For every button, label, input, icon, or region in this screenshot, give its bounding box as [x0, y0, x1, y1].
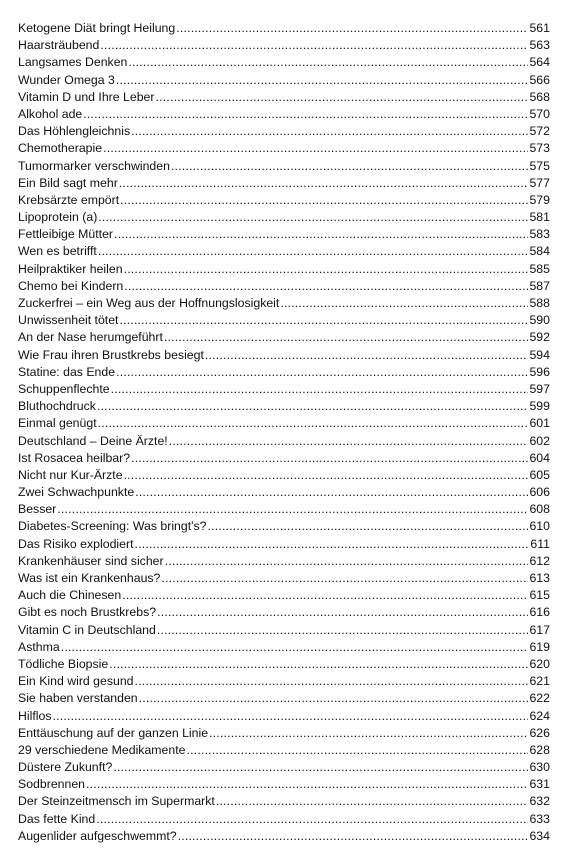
- toc-entry-title: Einmal genügt: [18, 416, 97, 431]
- toc-entry[interactable]: [18, 158, 550, 175]
- toc-entry-page-number: 604: [529, 450, 550, 465]
- toc-entry-page-number: 601: [529, 416, 550, 431]
- toc-entry-page-number: 612: [529, 553, 550, 568]
- toc-entry-page-number: 599: [529, 399, 550, 414]
- toc-entry[interactable]: [18, 226, 550, 243]
- toc-entry-page-number: 563: [529, 38, 550, 53]
- toc-entry-page-number: 617: [529, 622, 550, 637]
- dot-leader: [116, 364, 528, 381]
- dot-leader: [61, 639, 529, 656]
- toc-entry[interactable]: [18, 347, 550, 364]
- toc-entry-page-number: 619: [529, 639, 550, 654]
- toc-entry[interactable]: [18, 415, 550, 432]
- dot-leader: [98, 415, 529, 432]
- toc-entry-page-number: 606: [529, 485, 550, 500]
- toc-entry-title: Wunder Omega 3: [18, 72, 115, 87]
- toc-entry-page-number: 608: [529, 502, 550, 517]
- toc-entry[interactable]: [18, 656, 550, 673]
- toc-entry[interactable]: [18, 570, 550, 587]
- dot-leader: [124, 278, 528, 295]
- toc-entry-title: Unwissenheit tötet: [18, 313, 119, 328]
- toc-entry-title: Heilpraktiker heilen: [18, 261, 123, 276]
- toc-entry[interactable]: [18, 192, 550, 209]
- toc-entry-page-number: 597: [529, 381, 550, 396]
- dot-leader: [157, 604, 528, 621]
- dot-leader: [135, 673, 529, 690]
- toc-entry-page-number: 630: [529, 760, 550, 775]
- toc-entry-page-number: 561: [529, 21, 550, 35]
- toc-entry[interactable]: [18, 209, 550, 226]
- toc-entry-page-number: 624: [529, 708, 550, 723]
- toc-entry[interactable]: [18, 106, 550, 123]
- dot-leader: [98, 209, 528, 226]
- toc-entry-page-number: 634: [529, 828, 550, 843]
- dot-leader: [169, 433, 529, 450]
- toc-entry[interactable]: [18, 140, 550, 157]
- dot-leader: [176, 20, 528, 37]
- toc-entry-title: Enttäuschung auf der ganzen Linie: [18, 725, 209, 740]
- toc-entry[interactable]: [18, 484, 550, 501]
- dot-leader: [135, 484, 528, 501]
- dot-leader: [52, 708, 528, 725]
- toc-entry[interactable]: [18, 329, 550, 346]
- toc-entry[interactable]: [18, 261, 550, 278]
- dot-leader: [135, 536, 530, 553]
- toc-entry-page-number: 577: [529, 175, 550, 190]
- toc-entry-page-number: 632: [529, 794, 550, 809]
- toc-entry-title: Düstere Zukunft?: [18, 760, 113, 775]
- dot-leader: [131, 450, 528, 467]
- toc-entry-title: Das fette Kind: [18, 811, 96, 826]
- toc-entry[interactable]: [18, 811, 550, 828]
- dot-leader: [164, 329, 529, 346]
- dot-leader: [156, 89, 529, 106]
- toc-entry[interactable]: [18, 175, 550, 192]
- toc-entry-title: Ein Kind wird gesund: [18, 674, 134, 689]
- dot-leader: [111, 381, 529, 398]
- dot-leader: [139, 690, 529, 707]
- toc-entry-page-number: 616: [529, 605, 550, 620]
- toc-entry[interactable]: [18, 673, 550, 690]
- toc-entry[interactable]: [18, 725, 550, 742]
- toc-entry-title: Lipoprotein (a): [18, 210, 98, 225]
- toc-entry-page-number: 621: [529, 674, 550, 689]
- dot-leader: [109, 656, 528, 673]
- toc-entry-title: Nicht nur Kur-Ärzte: [18, 467, 123, 482]
- dot-leader: [116, 72, 529, 89]
- dot-leader: [83, 106, 528, 123]
- toc-entry-title: Hilflos: [18, 708, 52, 723]
- toc-entry[interactable]: [18, 467, 550, 484]
- toc-entry-title: Tödliche Biopsie: [18, 656, 109, 671]
- toc-entry-title: Fettleibige Mütter: [18, 227, 114, 242]
- toc-entry[interactable]: [18, 553, 550, 570]
- toc-entry[interactable]: [18, 364, 550, 381]
- toc-entry-page-number: 573: [529, 141, 550, 156]
- toc-entry-title: Sie haben verstanden: [18, 691, 138, 706]
- toc-entry-page-number: 585: [529, 261, 550, 276]
- toc-entry-title: Augenlider aufgeschwemmt?: [18, 828, 177, 843]
- toc-entry-title: An der Nase herumgeführt: [18, 330, 163, 345]
- toc-entry[interactable]: [18, 433, 550, 450]
- toc-entry[interactable]: [18, 518, 550, 535]
- toc-entry[interactable]: [18, 450, 550, 467]
- toc-entry-title: Was ist ein Krankenhaus?: [18, 571, 161, 585]
- toc-entry[interactable]: [18, 742, 550, 759]
- toc-entry[interactable]: [18, 54, 550, 71]
- toc-entry-title: Das Höhlengleichnis: [18, 124, 131, 139]
- toc-entry-page-number: 564: [529, 55, 550, 70]
- toc-entry-page-number: 622: [529, 691, 550, 706]
- toc-entry-title: Gibt es noch Brustkrebs?: [18, 605, 157, 620]
- toc-entry-page-number: 584: [529, 244, 550, 259]
- toc-entry-title: Besser: [18, 502, 57, 517]
- toc-entry-title: Krankenhäuser sind sicher: [18, 553, 164, 568]
- toc-entry[interactable]: [18, 604, 550, 621]
- dot-leader: [171, 158, 529, 175]
- toc-entry-page-number: 626: [529, 725, 550, 740]
- toc-entry[interactable]: [18, 501, 550, 518]
- toc-entry-page-number: 610: [529, 519, 550, 534]
- dot-leader: [119, 312, 528, 329]
- toc-entry-title: Ketogene Diät bringt Heilung: [18, 21, 176, 35]
- toc-entry[interactable]: [18, 123, 550, 140]
- toc-entry-page-number: 592: [529, 330, 550, 345]
- dot-leader: [178, 828, 529, 845]
- toc-entry-page-number: 570: [529, 106, 550, 121]
- toc-entry-page-number: 620: [529, 656, 550, 671]
- toc-entry[interactable]: [18, 243, 550, 260]
- toc-entry-title: Vitamin D und Ihre Leber: [18, 89, 155, 104]
- dot-leader: [113, 759, 528, 776]
- dot-leader: [86, 776, 528, 793]
- table-of-contents: [18, 20, 550, 845]
- toc-entry[interactable]: [18, 295, 550, 312]
- dot-leader: [97, 398, 529, 415]
- toc-entry-title: Haarsträubend: [18, 38, 100, 53]
- dot-leader: [114, 226, 528, 243]
- toc-entry[interactable]: [18, 20, 550, 37]
- toc-entry-page-number: 633: [529, 811, 550, 826]
- toc-entry-page-number: 581: [529, 210, 550, 225]
- toc-entry[interactable]: [18, 793, 550, 810]
- toc-entry-title: Statine: das Ende: [18, 364, 116, 379]
- toc-entry-page-number: 583: [529, 227, 550, 242]
- toc-entry-title: Das Risiko explodiert: [18, 536, 134, 551]
- dot-leader: [209, 725, 528, 742]
- toc-entry-page-number: 596: [529, 364, 550, 379]
- dot-leader: [57, 501, 528, 518]
- toc-entry-title: Der Steinzeitmensch im Supermarkt: [18, 794, 215, 809]
- dot-leader: [124, 467, 529, 484]
- toc-entry-title: Krebsärzte empört: [18, 192, 120, 207]
- toc-entry-title: 29 verschiedene Medikamente: [18, 742, 186, 757]
- dot-leader: [186, 742, 528, 759]
- toc-entry-page-number: 566: [529, 72, 550, 87]
- toc-entry-page-number: 628: [529, 742, 550, 757]
- toc-entry-title: Bluthochdruck: [18, 399, 96, 414]
- toc-entry-page-number: 579: [529, 192, 550, 207]
- toc-entry-page-number: 613: [529, 571, 550, 585]
- toc-entry-page-number: 568: [529, 89, 550, 104]
- toc-entry[interactable]: [18, 312, 550, 329]
- toc-entry-title: Ist Rosacea heilbar?: [18, 450, 131, 465]
- dot-leader: [128, 54, 528, 71]
- toc-entry-page-number: 590: [529, 313, 550, 328]
- toc-entry[interactable]: [18, 639, 550, 656]
- toc-entry-page-number: 588: [529, 296, 550, 310]
- toc-entry-page-number: 615: [529, 588, 550, 603]
- toc-entry[interactable]: [18, 37, 550, 54]
- dot-leader: [122, 587, 528, 604]
- toc-entry-title: Zuckerfrei – ein Weg aus der Hoffnungslosigkeit: [18, 296, 280, 310]
- toc-entry-title: Tumormarker verschwinden: [18, 158, 170, 173]
- toc-entry[interactable]: [18, 776, 550, 793]
- dot-leader: [120, 192, 528, 209]
- dot-leader: [216, 793, 529, 810]
- toc-entry-page-number: 631: [529, 777, 550, 792]
- dot-leader: [165, 553, 529, 570]
- toc-entry[interactable]: [18, 708, 550, 725]
- toc-entry[interactable]: [18, 398, 550, 415]
- toc-entry-title: Alkohol ade: [18, 106, 83, 121]
- toc-entry-title: Deutschland – Deine Ärzte!: [18, 433, 168, 448]
- toc-entry-title: Chemo bei Kindern: [18, 278, 124, 293]
- toc-entry-page-number: 575: [529, 158, 550, 173]
- dot-leader: [124, 261, 529, 278]
- toc-entry-title: Wen es betrifft: [18, 244, 97, 259]
- toc-entry-title: Auch die Chinesen: [18, 588, 122, 603]
- toc-entry[interactable]: [18, 72, 550, 89]
- toc-entry[interactable]: [18, 828, 550, 845]
- toc-entry[interactable]: [18, 278, 550, 295]
- toc-entry-title: Asthma: [18, 639, 60, 654]
- toc-entry-title: Sodbrennen: [18, 777, 86, 792]
- toc-entry-page-number: 572: [529, 124, 550, 139]
- toc-entry-page-number: 602: [529, 433, 550, 448]
- toc-entry-title: Langsames Denken: [18, 55, 128, 70]
- toc-entry[interactable]: [18, 381, 550, 398]
- toc-entry[interactable]: [18, 759, 550, 776]
- toc-entry-title: Chemotherapie: [18, 141, 103, 156]
- toc-entry[interactable]: [18, 587, 550, 604]
- dot-leader: [98, 243, 529, 260]
- dot-leader: [131, 123, 528, 140]
- toc-entry[interactable]: [18, 89, 550, 106]
- toc-entry-title: Vitamin C in Deutschland: [18, 622, 156, 637]
- dot-leader: [119, 175, 529, 192]
- dot-leader: [280, 295, 528, 312]
- toc-entry-title: Zwei Schwachpunkte: [18, 485, 135, 500]
- toc-entry-title: Ein Bild sagt mehr: [18, 175, 118, 190]
- toc-entry-page-number: 594: [529, 347, 550, 362]
- toc-entry-title: Wie Frau ihren Brustkrebs besiegt: [18, 347, 204, 362]
- toc-entry-page-number: 587: [529, 278, 550, 293]
- dot-leader: [103, 140, 528, 157]
- toc-entry-page-number: 611: [530, 536, 550, 551]
- toc-entry[interactable]: [18, 536, 550, 553]
- toc-entry-title: Diabetes-Screening: Was bringt's?: [18, 519, 207, 534]
- dot-leader: [205, 347, 529, 364]
- dot-leader: [100, 37, 528, 54]
- toc-entry[interactable]: [18, 690, 550, 707]
- dot-leader: [161, 570, 528, 587]
- dot-leader: [207, 518, 528, 535]
- toc-entry-title: Schuppenflechte: [18, 381, 110, 396]
- dot-leader: [96, 811, 528, 828]
- toc-entry[interactable]: [18, 622, 550, 639]
- toc-entry-page-number: 605: [529, 467, 550, 482]
- dot-leader: [157, 622, 529, 639]
